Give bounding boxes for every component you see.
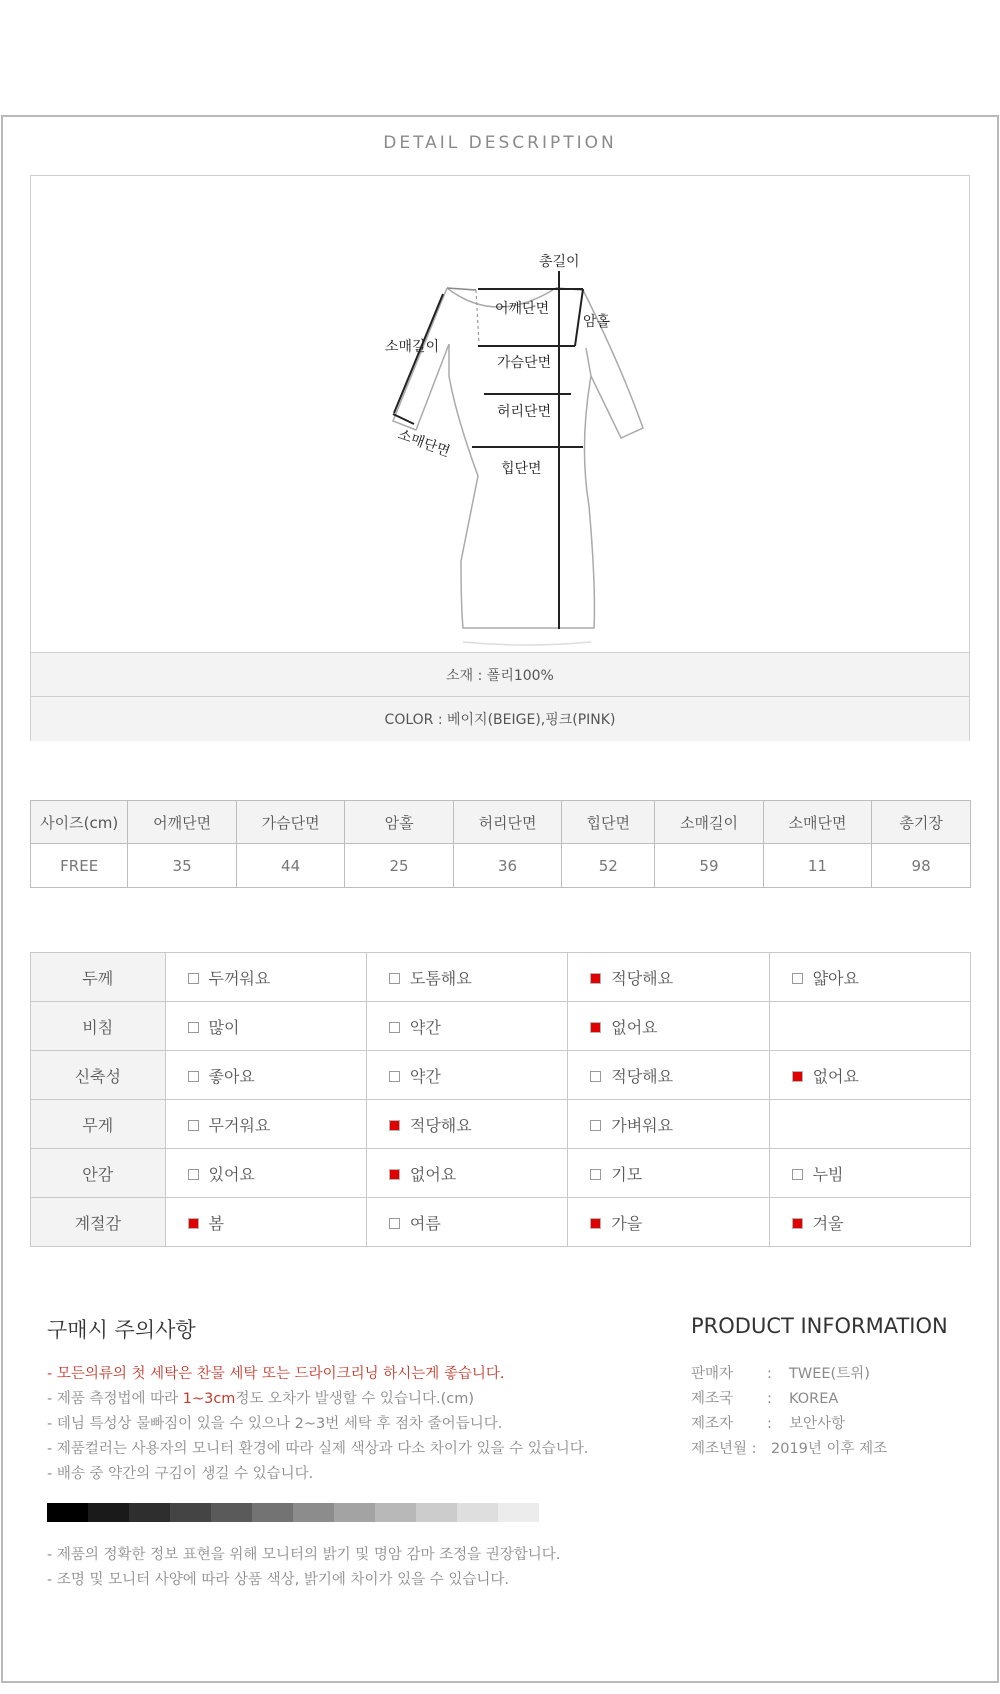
fit-option-label: 두꺼워요 [208,968,271,988]
fit-option [568,1100,769,1149]
unchecked-box-icon [590,1071,601,1082]
product-info-sep: : [767,1391,772,1407]
size-header-cell: 어깨단면 [128,801,236,844]
material-row: 소재 : 폴리100% [31,652,969,697]
fit-option-label: 없어요 [611,1017,658,1037]
fit-option-label: 많이 [208,1017,240,1037]
unchecked-box-icon [188,1120,199,1131]
fit-table [30,952,971,1247]
fit-option [769,1149,970,1198]
size-header-cell: 암홀 [345,801,453,844]
product-info-key: 판매자 [691,1366,734,1382]
chest-label: 가슴단면 [497,355,552,371]
fit-option-label: 누빔 [812,1164,844,1184]
fit-option [366,953,567,1002]
size-value-cell: 52 [562,844,655,888]
size-value-cell: 36 [453,844,561,888]
fit-label: 신축성 [31,1051,166,1100]
checked-box-icon [792,1071,803,1082]
size-header-row [31,801,971,844]
product-info-sep: : [767,1416,772,1432]
fit-row [31,1051,971,1100]
fit-option-label: 적당해요 [611,968,674,988]
fit-option [769,1100,970,1149]
product-info-key: 제조국 [691,1391,734,1407]
fit-label: 무게 [31,1100,166,1149]
caution-line [47,1387,588,1412]
size-header-cell: 소매단면 [763,801,871,844]
fit-row [31,1149,971,1198]
fit-option-label: 가을 [611,1213,643,1233]
fit-row [31,1002,971,1051]
total-length-label: 총길이 [539,254,580,270]
product-info-value: KOREA [789,1391,839,1407]
checked-box-icon [590,1022,601,1033]
grayscale-swatch [498,1503,539,1522]
size-header-cell: 가슴단면 [236,801,344,844]
size-value-cell: 35 [128,844,236,888]
monitor-notes [47,1543,560,1593]
product-info-value: 보안사항 [789,1416,846,1432]
fit-option-label: 무거워요 [208,1115,271,1135]
size-value-cell: 98 [872,844,971,888]
product-info-key: 제조자 [691,1416,734,1432]
unchecked-box-icon [590,1120,601,1131]
unchecked-box-icon [792,1169,803,1180]
checked-box-icon [188,1218,199,1229]
color-row: COLOR : 베이지(BEIGE),핑크(PINK) [31,696,969,741]
size-header-cell: 힙단면 [562,801,655,844]
size-value-cell: 59 [655,844,763,888]
size-value-cell: 25 [345,844,453,888]
unchecked-box-icon [188,1169,199,1180]
product-info-row [691,1437,887,1462]
fit-option-label: 얇아요 [812,968,859,988]
grayscale-swatch [88,1503,129,1522]
fit-option [165,953,366,1002]
grayscale-swatch [416,1503,457,1522]
grayscale-swatch [170,1503,211,1522]
unchecked-box-icon [389,973,400,984]
size-header-cell: 총기장 [872,801,971,844]
fit-option [366,1149,567,1198]
caution-line: - 모든의류의 첫 세탁은 찬물 세탁 또는 드라이크리닝 하시는게 좋습니다. [47,1366,505,1382]
fit-option-label: 약간 [409,1066,441,1086]
fit-option [568,1002,769,1051]
product-info-row [691,1362,887,1387]
fit-option [366,1100,567,1149]
caution-text: 정도 오차가 발생할 수 있습니다.(cm) [235,1391,474,1407]
caution-list [47,1362,588,1487]
product-info-sep: : [767,1366,772,1382]
fit-option-label: 겨울 [812,1213,844,1233]
grayscale-bar [47,1503,539,1522]
fit-option [568,1051,769,1100]
checked-box-icon [389,1120,400,1131]
sleeve-length-label: 소매길이 [385,339,440,355]
fit-label: 안감 [31,1149,166,1198]
caution-line: - 배송 중 약간의 구김이 생길 수 있습니다. [47,1466,314,1482]
product-info-row [691,1387,887,1412]
fit-option [165,1100,366,1149]
grayscale-swatch [252,1503,293,1522]
fit-option [366,1198,567,1247]
product-info-key: 제조년월 : [691,1441,757,1457]
product-info-value: TWEE(트위) [789,1366,870,1382]
unchecked-box-icon [389,1022,400,1033]
fit-option [568,1198,769,1247]
size-value-cell: FREE [31,844,128,888]
fit-option [366,1051,567,1100]
grayscale-swatch [129,1503,170,1522]
checked-box-icon [792,1218,803,1229]
fit-option [366,1002,567,1051]
grayscale-swatch [47,1503,88,1522]
size-header-cell: 허리단면 [453,801,561,844]
caution-line: - 제품컬러는 사용자의 모니터 환경에 따라 실제 색상과 다소 차이가 있을 수 있습니다. [47,1441,589,1457]
fit-option [769,1198,970,1247]
grayscale-swatch [457,1503,498,1522]
product-info-row [691,1412,887,1437]
fit-option-label: 여름 [409,1213,441,1233]
fit-option-label: 봄 [208,1213,224,1233]
unchecked-box-icon [590,1169,601,1180]
fit-option-label: 있어요 [208,1164,255,1184]
fit-option [568,953,769,1002]
fit-option-label: 없어요 [409,1164,457,1184]
checked-box-icon [590,1218,601,1229]
caution-highlight: 1~3cm [182,1391,236,1407]
fit-option-label: 좋아요 [208,1066,255,1086]
fit-option-label: 적당해요 [409,1115,472,1135]
fit-option-label: 없어요 [812,1066,859,1086]
section-title: DETAIL DESCRIPTION [383,133,617,153]
fit-option-label: 적당해요 [611,1066,674,1086]
checked-box-icon [389,1169,400,1180]
garment-diagram [31,176,969,652]
grayscale-swatch [211,1503,252,1522]
diagram-box [30,175,970,741]
shoulder-label: 어깨단면 [495,301,550,317]
fit-option [568,1149,769,1198]
cuff-label: 소매단면 [395,426,452,461]
monitor-note: - 제품의 정확한 정보 표현을 위해 모니터의 밝기 및 명암 감마 조정을 권장합니다. [47,1547,561,1563]
fit-row [31,1198,971,1247]
fit-option [165,1051,366,1100]
product-info-heading: PRODUCT INFORMATION [691,1314,948,1338]
unchecked-box-icon [188,1022,199,1033]
fit-option-label: 가벼워요 [611,1115,674,1135]
caution-heading: 구매시 주의사항 [47,1318,196,1342]
size-value-cell: 44 [236,844,344,888]
fit-option [769,953,970,1002]
fit-option-label: 약간 [409,1017,441,1037]
hip-label: 힙단면 [501,461,542,477]
product-info-list [691,1362,887,1462]
unchecked-box-icon [792,973,803,984]
size-header-cell: 소매길이 [655,801,763,844]
grayscale-swatch [293,1503,334,1522]
grayscale-swatch [375,1503,416,1522]
fit-label: 비침 [31,1002,166,1051]
fit-row [31,1100,971,1149]
fit-row [31,953,971,1002]
fit-option-label: 도톰해요 [409,968,472,988]
checked-box-icon [590,973,601,984]
fit-option-label: 기모 [611,1164,643,1184]
size-value-cell: 11 [763,844,871,888]
fit-option [165,1002,366,1051]
fit-option [165,1149,366,1198]
caution-text: - 제품 측정법에 따라 [47,1391,183,1407]
monitor-note: - 조명 및 모니터 사양에 따라 상품 색상, 밝기에 차이가 있을 수 있습니다. [47,1572,509,1588]
waist-label: 허리단면 [497,404,552,420]
fit-option [769,1002,970,1051]
fit-option [165,1198,366,1247]
caution-line: - 데님 특성상 물빠짐이 있을 수 있으나 2~3번 세탁 후 점차 줄어듭니다. [47,1416,503,1432]
size-value-row [31,844,971,888]
fit-label: 두께 [31,953,166,1002]
unchecked-box-icon [389,1218,400,1229]
fit-option [769,1051,970,1100]
unchecked-box-icon [188,1071,199,1082]
unchecked-box-icon [389,1071,400,1082]
fit-label: 계절감 [31,1198,166,1247]
unchecked-box-icon [188,973,199,984]
size-header-cell: 사이즈(cm) [31,801,128,844]
grayscale-swatch [334,1503,375,1522]
size-table [30,800,971,888]
product-info-value: 2019년 이후 제조 [771,1441,888,1457]
armhole-label: 암홀 [583,314,611,330]
